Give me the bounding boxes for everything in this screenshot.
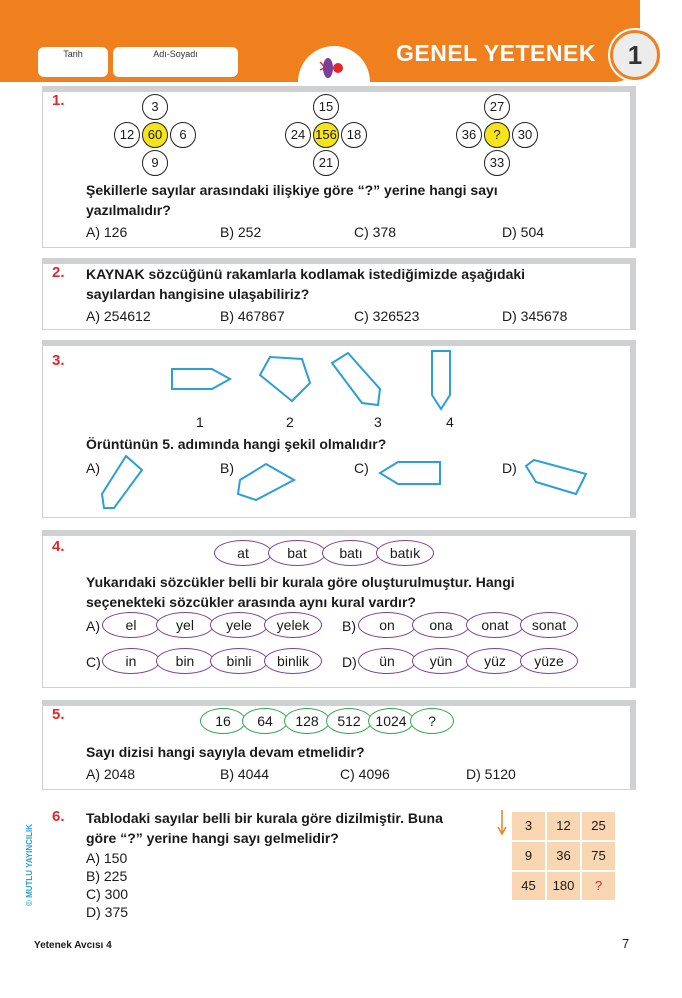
- flower-1-center: 60: [142, 122, 168, 148]
- flower-2-right: 18: [341, 122, 367, 148]
- q5-option-d[interactable]: D) 5120: [466, 766, 516, 782]
- table-cell-unknown: ?: [582, 872, 615, 900]
- pattern-shapes: [150, 345, 480, 415]
- q4-option-b-word: onat: [466, 612, 524, 638]
- flower-3-bottom: 33: [484, 150, 510, 176]
- publisher-brand: © MUTLU YAYINCILIK: [25, 823, 34, 907]
- sequence-item: 128: [284, 708, 330, 734]
- flower-1-left: 12: [114, 122, 140, 148]
- q3-option-d-shape: [520, 456, 592, 498]
- step-label-1: 1: [196, 414, 204, 430]
- sequence-item: 512: [326, 708, 372, 734]
- q4-option-c-word: bin: [156, 648, 214, 674]
- pattern-shape-2: [260, 357, 310, 401]
- flower-2-center: 156: [313, 122, 339, 148]
- question-1-text-line-2: yazılmalıdır?: [86, 202, 171, 218]
- question-2-number: 2.: [52, 264, 65, 281]
- q3-option-b-shape: [232, 460, 298, 504]
- question-2-text-line-1: KAYNAK sözcüğünü rakamlarla kodlamak istediğimizde aşağıdaki: [86, 266, 526, 282]
- question-6-text-line-1: Tablodaki sayılar belli bir kurala göre dizilmiştir. Buna: [86, 810, 443, 826]
- sequence-item: ?: [410, 708, 454, 734]
- word-pill: batı: [322, 540, 380, 566]
- question-4-text-line-1: Yukarıdaki sözcükler belli bir kurala göre oluşturulmuştur. Hangi: [86, 574, 515, 590]
- q6-option-c[interactable]: C) 300: [86, 886, 129, 902]
- flower-1-bottom: 9: [142, 150, 168, 176]
- q6-option-a[interactable]: A) 150: [86, 850, 128, 866]
- question-6-number: 6.: [52, 808, 65, 825]
- question-2-text-line-2: sayılardan hangisine ulaşabiliriz?: [86, 286, 310, 302]
- table-cell: 75: [582, 842, 615, 870]
- step-label-4: 4: [446, 414, 454, 430]
- q4-option-c-word: binli: [210, 648, 268, 674]
- sequence-item: 1024: [368, 708, 414, 734]
- q5-option-a[interactable]: A) 2048: [86, 766, 136, 782]
- question-5-number: 5.: [52, 706, 65, 723]
- table-cell: 180: [547, 872, 580, 900]
- date-field[interactable]: [38, 47, 108, 77]
- question-5-text: Sayı dizisi hangi sayıyla devam etmelidir?: [86, 744, 365, 760]
- table-cell: 25: [582, 812, 615, 840]
- q4-option-c-word: in: [102, 648, 160, 674]
- flower-2-top: 15: [313, 94, 339, 120]
- question-1-text-line-1: Şekillerle sayılar arasındaki ilişkiye göre “?” yerine hangi sayı: [86, 182, 498, 198]
- q4-option-c-word: binlik: [264, 648, 322, 674]
- pattern-shape-3: [332, 353, 380, 405]
- question-3-text: Örüntünün 5. adımında hangi şekil olmalıdır?: [86, 436, 387, 452]
- page-title: GENEL YETENEK: [396, 40, 596, 66]
- q4-option-d-word: yüze: [520, 648, 578, 674]
- q4-option-d-word: yün: [412, 648, 470, 674]
- q1-option-b[interactable]: B) 252: [220, 224, 262, 240]
- footer-book-title: Yetenek Avcısı 4: [34, 940, 112, 951]
- flower-1-right: 6: [170, 122, 196, 148]
- q4-option-b-label[interactable]: B): [342, 618, 356, 634]
- q3-option-c[interactable]: C): [354, 460, 369, 476]
- q2-option-b[interactable]: B) 467867: [220, 308, 285, 324]
- q6-option-d[interactable]: D) 375: [86, 904, 129, 920]
- name-label: Adı-Soyadı: [153, 49, 198, 59]
- word-pill: bat: [268, 540, 326, 566]
- pattern-shape-4: [432, 351, 450, 409]
- word-pill: at: [214, 540, 272, 566]
- q4-option-b-word: ona: [412, 612, 470, 638]
- question-4-text-line-2: seçenekteki sözcükler arasında aynı kural vardır?: [86, 594, 416, 610]
- q1-option-d[interactable]: D) 504: [502, 224, 545, 240]
- q4-option-d-word: ün: [358, 648, 416, 674]
- q3-option-d[interactable]: D): [502, 460, 517, 476]
- page-number: 7: [622, 936, 630, 951]
- step-label-2: 2: [286, 414, 294, 430]
- q4-option-d-word: yüz: [466, 648, 524, 674]
- q1-option-c[interactable]: C) 378: [354, 224, 397, 240]
- q5-option-b[interactable]: B) 4044: [220, 766, 270, 782]
- question-4-number: 4.: [52, 538, 65, 555]
- sequence-item: 64: [242, 708, 288, 734]
- flower-3-center: ?: [484, 122, 510, 148]
- test-number-badge: 1: [610, 30, 660, 80]
- word-pill: batık: [376, 540, 434, 566]
- q4-option-a-word: el: [102, 612, 160, 638]
- q2-option-d[interactable]: D) 345678: [502, 308, 568, 324]
- sequence-item: 16: [200, 708, 246, 734]
- table-cell: 9: [512, 842, 545, 870]
- question-6-text-line-2: göre “?” yerine hangi sayı gelmelidir?: [86, 830, 339, 846]
- q2-option-c[interactable]: C) 326523: [354, 308, 420, 324]
- question-1-number: 1.: [52, 92, 65, 109]
- q4-option-a-word: yele: [210, 612, 268, 638]
- mascot-logo: [298, 46, 370, 84]
- q4-option-a-label[interactable]: A): [86, 618, 100, 634]
- table-cell: 36: [547, 842, 580, 870]
- q4-option-b-word: on: [358, 612, 416, 638]
- flower-1-top: 3: [142, 94, 168, 120]
- q3-option-c-shape: [372, 458, 444, 490]
- question-1-box: [42, 86, 636, 248]
- down-arrow-icon: [496, 808, 508, 838]
- flower-2-left: 24: [285, 122, 311, 148]
- question-3-number: 3.: [52, 352, 65, 369]
- q4-option-d-label[interactable]: D): [342, 654, 357, 670]
- q3-option-a[interactable]: A): [86, 460, 100, 476]
- q1-option-a[interactable]: A) 126: [86, 224, 128, 240]
- q5-option-c[interactable]: C) 4096: [340, 766, 390, 782]
- q4-option-b-word: sonat: [520, 612, 578, 638]
- table-cell: 12: [547, 812, 580, 840]
- q4-option-c-label[interactable]: C): [86, 654, 101, 670]
- name-field[interactable]: [113, 47, 238, 77]
- step-label-3: 3: [374, 414, 382, 430]
- q3-option-a-shape: [96, 452, 148, 514]
- q2-option-a[interactable]: A) 254612: [86, 308, 151, 324]
- q4-option-a-word: yelek: [264, 612, 322, 638]
- flower-2-bottom: 21: [313, 150, 339, 176]
- pattern-shape-1: [172, 369, 230, 389]
- flower-3-right: 30: [512, 122, 538, 148]
- flower-3-left: 36: [456, 122, 482, 148]
- q3-option-b[interactable]: B): [220, 460, 234, 476]
- table-cell: 3: [512, 812, 545, 840]
- date-label: Tarih: [63, 49, 83, 59]
- table-cell: 45: [512, 872, 545, 900]
- q4-option-a-word: yel: [156, 612, 214, 638]
- flower-3-top: 27: [484, 94, 510, 120]
- q6-option-b[interactable]: B) 225: [86, 868, 128, 884]
